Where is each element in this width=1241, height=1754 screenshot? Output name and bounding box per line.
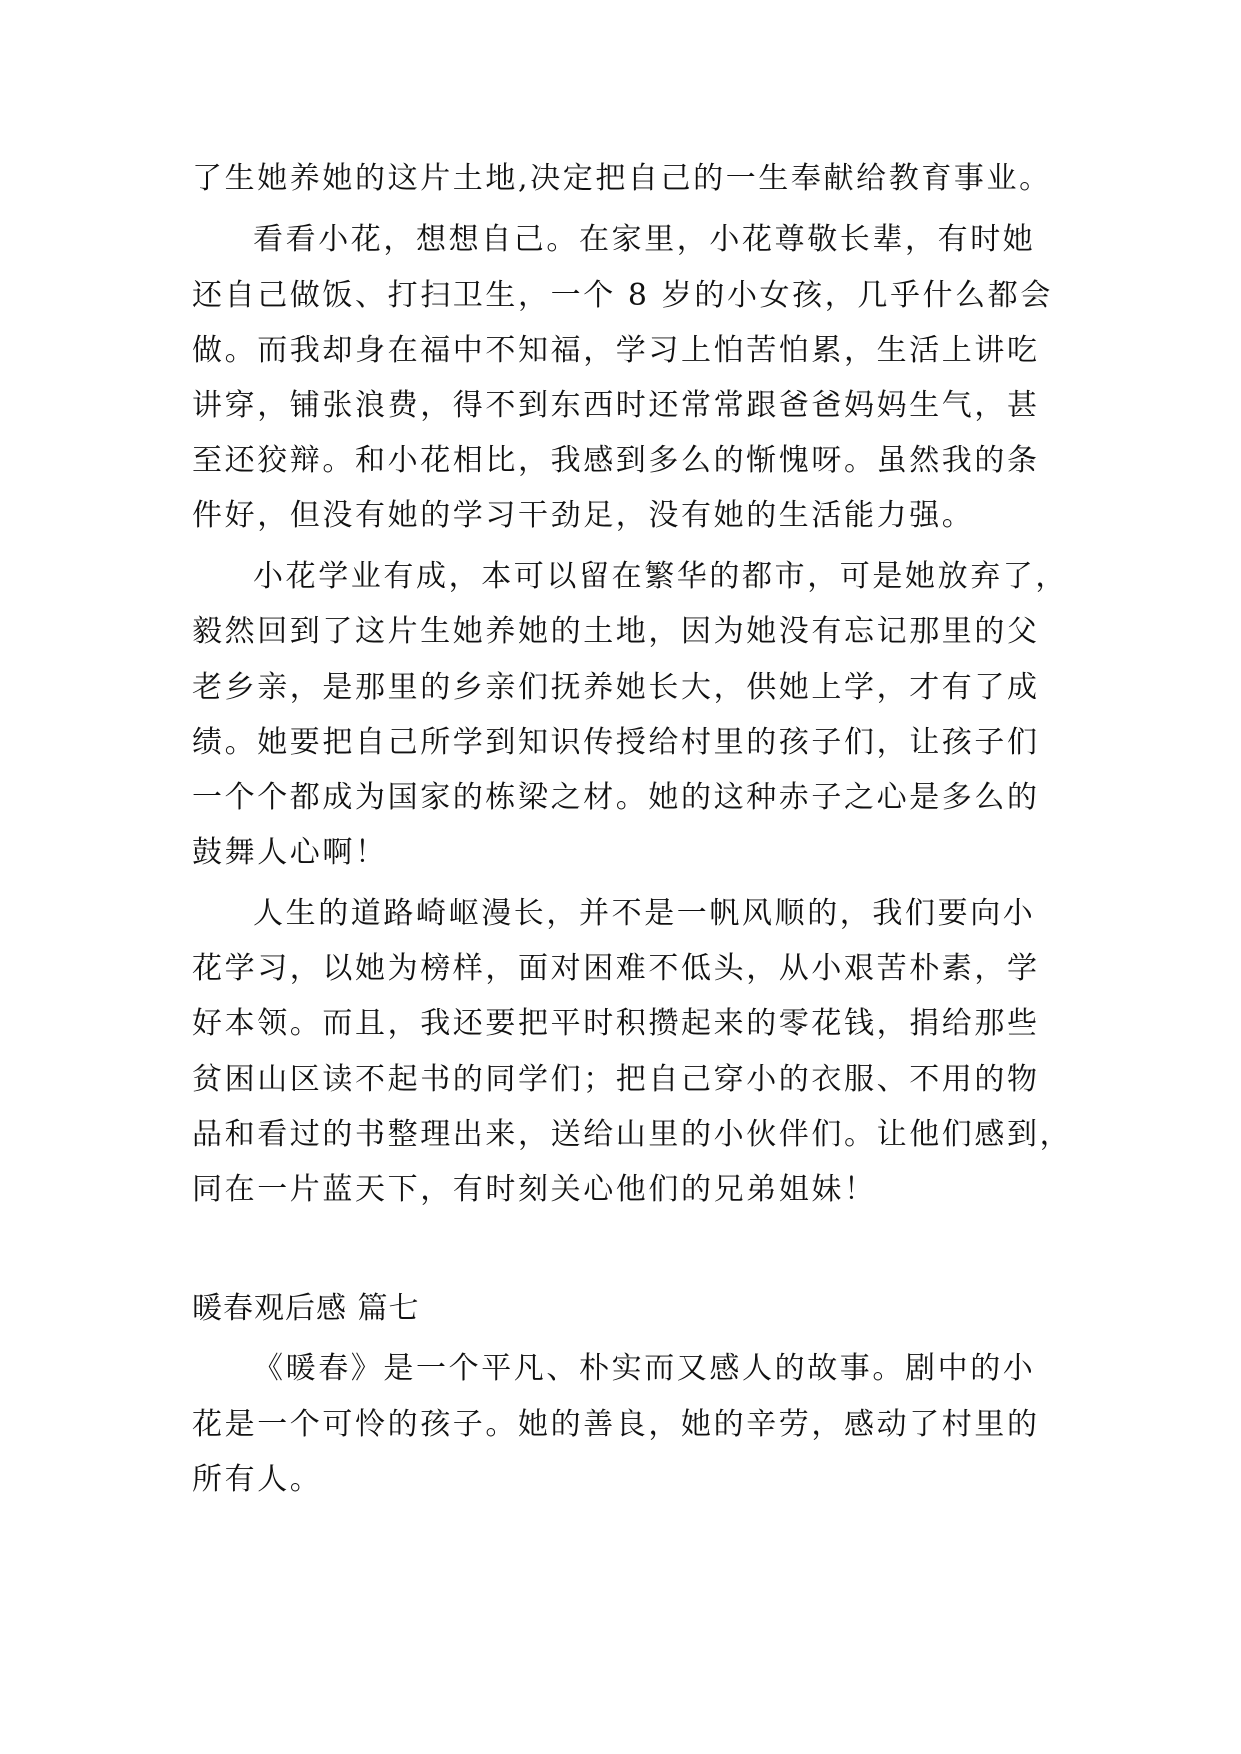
paragraph-line: 所有人。: [192, 1462, 323, 1497]
paragraph-line: 人生的道路崎岖漫长，并不是一帆风顺的，我们要向小: [253, 896, 1036, 931]
paragraph-line: 花学习，以她为榜样，面对困难不低头，从小艰苦朴素，学: [192, 951, 1040, 986]
paragraph-line: 讲穿，铺张浪费，得不到东西时还常常跟爸爸妈妈生气，甚: [192, 388, 1040, 423]
paragraph-line: 品和看过的书整理出来，送给山里的小伙伴们。让他们感到，: [192, 1117, 1073, 1152]
paragraph-line: 还自己做饭、打扫卫生，一个 8 岁的小女孩，几乎什么都会: [192, 278, 1053, 313]
paragraph-line: 看看小花，想想自己。在家里，小花尊敬长辈，有时她: [253, 222, 1036, 257]
paragraph-line: 了生她养她的这片土地,决定把自己的一生奉献给教育事业。: [192, 161, 1052, 196]
paragraph-line: 做。而我却身在福中不知福，学习上怕苦怕累，生活上讲吃: [192, 333, 1040, 368]
paragraph-line: 《暖春》是一个平凡、朴实而又感人的故事。剧中的小: [253, 1351, 1036, 1386]
paragraph-line: 老乡亲，是那里的乡亲们抚养她长大，供她上学，才有了成: [192, 670, 1040, 705]
paragraph-line: 贫困山区读不起书的同学们；把自己穿小的衣服、不用的物: [192, 1062, 1040, 1097]
paragraph-line: 同在一片蓝天下，有时刻关心他们的兄弟姐妹！: [192, 1172, 877, 1207]
paragraph-line: 件好，但没有她的学习干劲足，没有她的生活能力强。: [192, 498, 975, 533]
paragraph-line: 至还狡辩。和小花相比，我感到多么的惭愧呀。虽然我的条: [192, 443, 1040, 478]
paragraph-line: 小花学业有成，本可以留在繁华的都市，可是她放弃了，: [253, 559, 1068, 594]
paragraph-line: 绩。她要把自己所学到知识传授给村里的孩子们，让孩子们: [192, 725, 1040, 760]
paragraph-line: 好本领。而且，我还要把平时积攒起来的零花钱，捐给那些: [192, 1006, 1040, 1041]
paragraph-line: 毅然回到了这片生她养她的土地，因为她没有忘记那里的父: [192, 614, 1040, 649]
section-heading: 暖春观后感 篇七: [192, 1291, 420, 1326]
paragraph-line: 鼓舞人心啊！: [192, 835, 388, 870]
paragraph-line: 一个个都成为国家的栋梁之材。她的这种赤子之心是多么的: [192, 780, 1040, 815]
paragraph-line: 花是一个可怜的孩子。她的善良，她的辛劳，感动了村里的: [192, 1407, 1040, 1442]
